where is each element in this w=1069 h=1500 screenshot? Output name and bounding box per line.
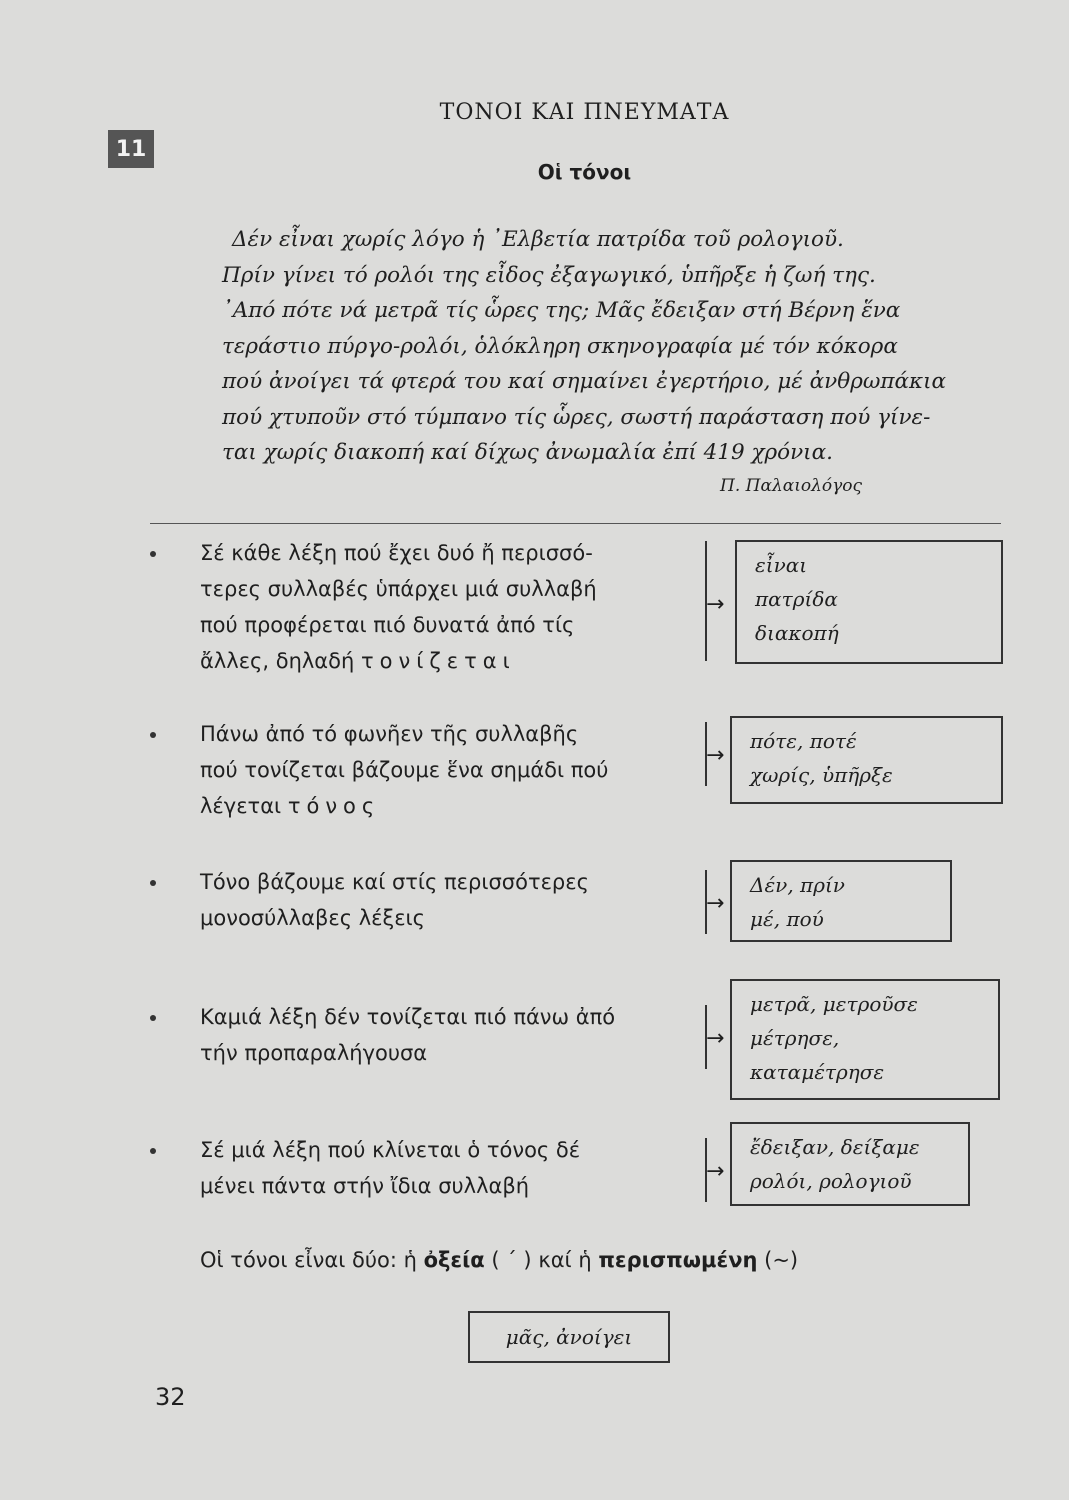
example-box: μετρᾶ, μετροῦσε μέτρησε, καταμέτρησε (730, 979, 1000, 1100)
arrow-icon: → (706, 1026, 725, 1051)
arrow-icon: → (706, 592, 725, 617)
bullet-icon (150, 732, 156, 738)
emphasized-term: τόνος (287, 794, 381, 818)
accent-summary: Οἱ τόνοι εἶναι δύο: ἡ ὀξεία ( ΄ ) καί ἡ περισπωμένη (~) (200, 1248, 799, 1272)
perispomeni-mark: (~) (764, 1248, 799, 1272)
rule-text: Τόνο βάζουμε καί στίς περισσότερες μονοσύλλαβες λέξεις (200, 870, 589, 930)
example-box: ἔδειξαν, δείξαμε ρολόι, ρολογιοῦ (730, 1122, 970, 1206)
rule-item (150, 999, 710, 1075)
page-number: 32 (155, 1383, 186, 1411)
passage-line: ται χωρίς διακοπή καί δίχως ἀνωμαλία ἐπί 419 χρόνια. (222, 440, 833, 465)
arrow-icon: → (706, 743, 725, 768)
passage-line: τεράστιο πύργο-ρολόι, ὁλόκληρη σκηνογραφία μέ τόν κόκορα (222, 333, 898, 359)
example-box: πότε, ποτέ χωρίς, ὑπῆρξε (730, 716, 1003, 804)
reading-passage (222, 222, 982, 471)
rule-text: Σέ μιά λέξη πού κλίνεται ὁ τόνος δέ μένει πάντα στήν ἴδια συλλαβή (200, 1138, 581, 1198)
oxeia-mark: ( ΄ ) (491, 1248, 532, 1272)
oxeia-term: ὀξεία (423, 1248, 485, 1272)
arrow-icon: → (706, 891, 725, 916)
emphasized-term: τονίζεται (361, 649, 516, 673)
rule-item (150, 716, 710, 826)
final-example-box: μᾶς, ἀνοίγει (468, 1311, 670, 1363)
arrow-icon: → (706, 1159, 725, 1184)
bullet-icon (150, 551, 156, 557)
bullet-icon (150, 880, 156, 886)
example-box: Δέν, πρίν μέ, πού (730, 860, 952, 942)
bullet-icon (150, 1148, 156, 1154)
rule-item (150, 864, 710, 940)
rule-item (150, 535, 710, 685)
passage-line: πού ἀνοίγει τά φτερά του καί σημαίνει ἐγερτήριο, μέ ἀνθρωπάκια (222, 369, 947, 394)
chapter-number-badge: 11 (108, 130, 154, 168)
section-subtitle: Οἱ τόνοι (537, 160, 632, 184)
divider-line (150, 523, 1001, 524)
bullet-icon (150, 1015, 156, 1021)
rule-item (150, 1132, 710, 1208)
passage-line: ᾿Από πότε νά μετρᾶ τίς ὧρες της; Μᾶς ἔδειξαν στή Βέρνη ἕνα (222, 298, 901, 323)
example-box: εἶναι πατρίδα διακοπή (735, 540, 1003, 664)
rule-text: Καμιά λέξη δέν τονίζεται πιό πάνω ἀπό τήν προπαραλήγουσα (200, 1005, 616, 1065)
rule-text: Πάνω ἀπό τό φωνῆεν τῆς συλλαβῆς πού τονίζεται βάζουμε ἕνα σημάδι πού λέγεται τόνος (200, 722, 609, 818)
passage-author: Π. Παλαιολόγος (720, 476, 863, 496)
page-title: ΤΟΝΟΙ ΚΑΙ ΠΝΕΥΜΑΤΑ (439, 100, 730, 125)
perispomeni-term: περισπωμένη (598, 1248, 758, 1272)
rule-text: Σέ κάθε λέξη πού ἔχει δυό ἤ περισσό- τερες συλλαβές ὑπάρχει μιά συλλαβή πού προφέρεται πιό δυνατά ἀπό τίς ἄλλες, δηλαδή τονίζεται (200, 541, 597, 673)
passage-line: Δέν εἶναι χωρίς λόγο ἡ ᾿Ελβετία πατρίδα τοῦ ρολογιοῦ. (232, 227, 844, 252)
passage-line: Πρίν γίνει τό ρολόι της εἶδος ἐξαγωγικό, ὑπῆρξε ἡ ζωή της. (222, 262, 876, 288)
passage-line: πού χτυποῦν στό τύμπανο τίς ὧρες, σωστή παράσταση πού γίνε- (222, 404, 931, 430)
